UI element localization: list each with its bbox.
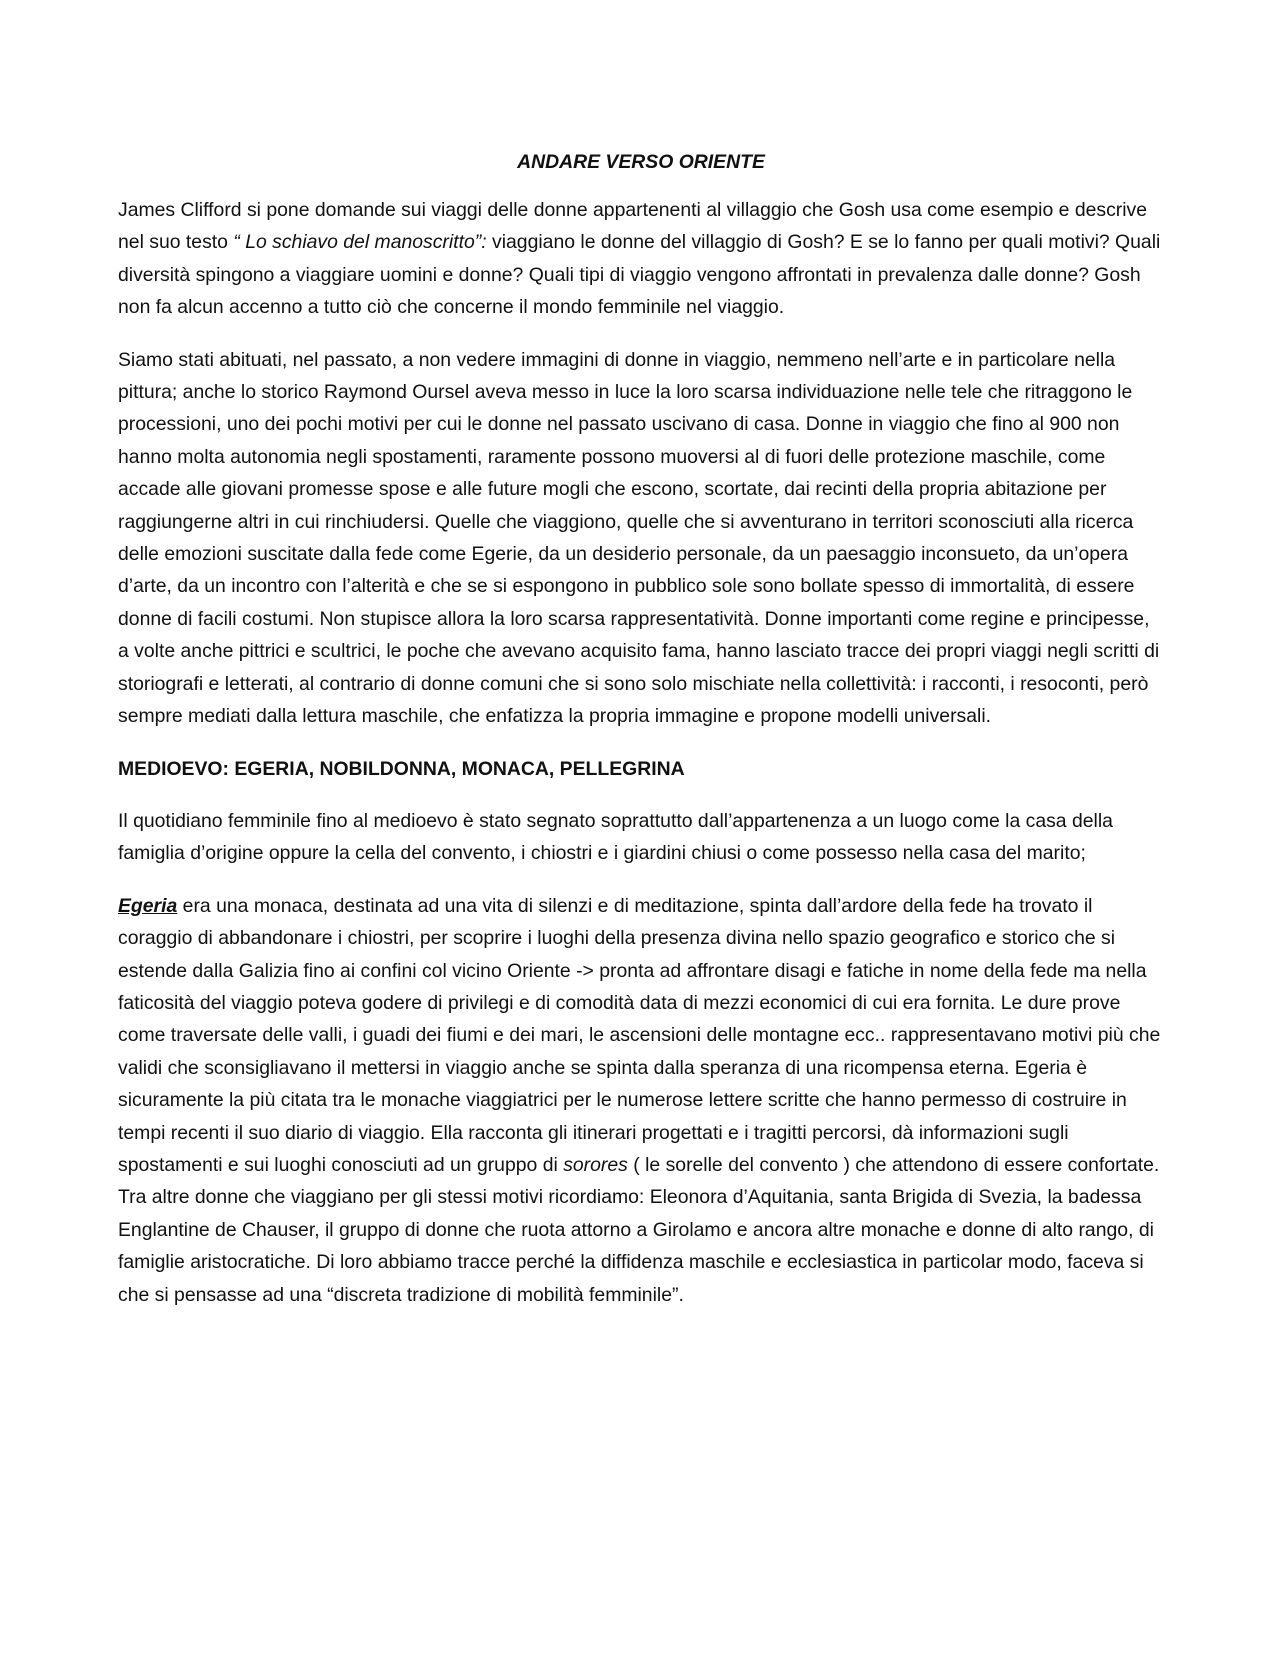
egeria-name: Egeria	[118, 894, 178, 917]
paragraph-clifford-text-a: James Clifford si pone domande sui viaggi delle donne appartenenti al villaggio che Gosh usa come esempio e descrive nel suo testo	[118, 199, 1148, 254]
document-body	[118, 150, 1164, 1331]
paragraph-clifford-text-b: viaggiano le donne del villaggio di Gosh? E se lo fanno per quali motivi? Quali diversità spingono a viaggiare uomini e donne? Quali tipi di viaggio vengono affrontati in prevalenza dalle donne? Gosh non fa alcun accenno a tutto ciò che concerne il mondo femminile nel viaggio.	[118, 231, 1161, 319]
paragraph-egeria	[118, 890, 1164, 1311]
paragraph-quotidiano-femminile: Il quotidiano femminile fino al medioevo è stato segnato soprattutto dall’appartenenza a un luogo come la casa della famiglia d’origine oppure la cella del convento, i chiostri e i giardini chiusi o come possesso nella casa del marito;	[118, 809, 1113, 865]
paragraph-donne-in-viaggio: Siamo stati abituati, nel passato, a non vedere immagini di donne in viaggio, nemmeno nell’arte e in particolare nella pittura; anche lo storico Raymond Oursel aveva messo in luce la loro scarsa individuazione nelle tele che ritraggono le processioni, uno dei pochi motivi per cui le donne nel passato uscivano di casa. Donne in viaggio che fino al 900 non hanno molta autonomia negli spostamenti, raramente possono muoversi al di fuori delle protezione maschile, come accade alle giovani promesse spose e alle future mogli che escono, scortate, dai recinti della propria abitazione per raggiungerne altri in cui rinchiudersi. Quelle che viaggiono, quelle che si avventurano in territori sconosciuti alla ricerca delle emozioni suscitate dalla fede come Egerie, da un desiderio personale, da un paesaggio inconsueto, da un’opera d’arte, da un incontro con l’alterità e che se si espongono in pubblico sole sono bollate spesso di immortalità, di essere donne di facili costumi. Non stupisce allora la loro scarsa rappresentatività. Donne importanti come regine e principesse, a volte anche pittrici e scultrici, le poche che avevano acquisito fama, hanno lasciato tracce dei propri viaggi negli scritti di storiografi e letterati, al contrario di donne comuni che si sono solo mischiate nella collettività: i racconti, i resoconti, però sempre mediati dalla lettura maschile, che enfatizza la propria immagine e propone modelli universali.	[118, 348, 1160, 728]
section-heading-medioevo: MEDIOEVO: EGERIA, NOBILDONNA, MONACA, PELLEGRINA	[118, 757, 685, 780]
paragraph-clifford	[118, 194, 1164, 324]
document-title: ANDARE VERSO ORIENTE	[517, 151, 765, 173]
paragraph-egeria-text-a: era una monaca, destinata ad una vita di silenzi e di meditazione, spinta dall’ardore della fede ha trovato il coraggio di abbandonare i chiostri, per scoprire i luoghi della presenza divina nello spazio geografico e storico che si estende dalla Galizia fino ai confini col vicino Oriente -> pronta ad affrontare disagi e fatiche in nome della fede ma nella faticosità del viaggio poteva godere di privilegi e di comodità data di mezzi economici di cui era fornita. Le dure prove come traversate delle valli, i guadi dei fiumi e dei mari, le ascensioni delle montagne ecc.. rappresentavano motivi più che validi che sconsigliavano il mettersi in viaggio anche se spinta dalla speranza di una ricompensa eterna. Egeria è sicuramente la più citata tra le monache viaggiatrici per le numerose lettere scritte che hanno permesso di costruire in tempi recenti il suo diario di viaggio. Ella racconta gli itinerari progettati e i tragitti percorsi, dà informazioni sugli spostamenti e sui luoghi conosciuti ad un gruppo di	[118, 894, 1161, 1176]
sorores-term: sorores	[563, 1153, 628, 1176]
paragraph-egeria-text-b: ( le sorelle del convento ) che attendono di essere confortate. Tra altre donne che viaggiano per gli stessi motivi ricordiamo: Eleonora d’Aquitania, santa Brigida di Svezia, la badessa Englantine de Chauser, il gruppo di donne che ruota attorno a Girolamo e ancora altre monache e donne di alto rango, di famiglie aristocratiche. Di loro abbiamo tracce perché la diffidenza maschile e ecclesiastica in particolar modo, faceva si che si pensasse ad una “discreta tradizione di mobilità femminile”.	[118, 1153, 1160, 1306]
book-title: “ Lo schiavo del manoscritto”:	[233, 231, 487, 254]
